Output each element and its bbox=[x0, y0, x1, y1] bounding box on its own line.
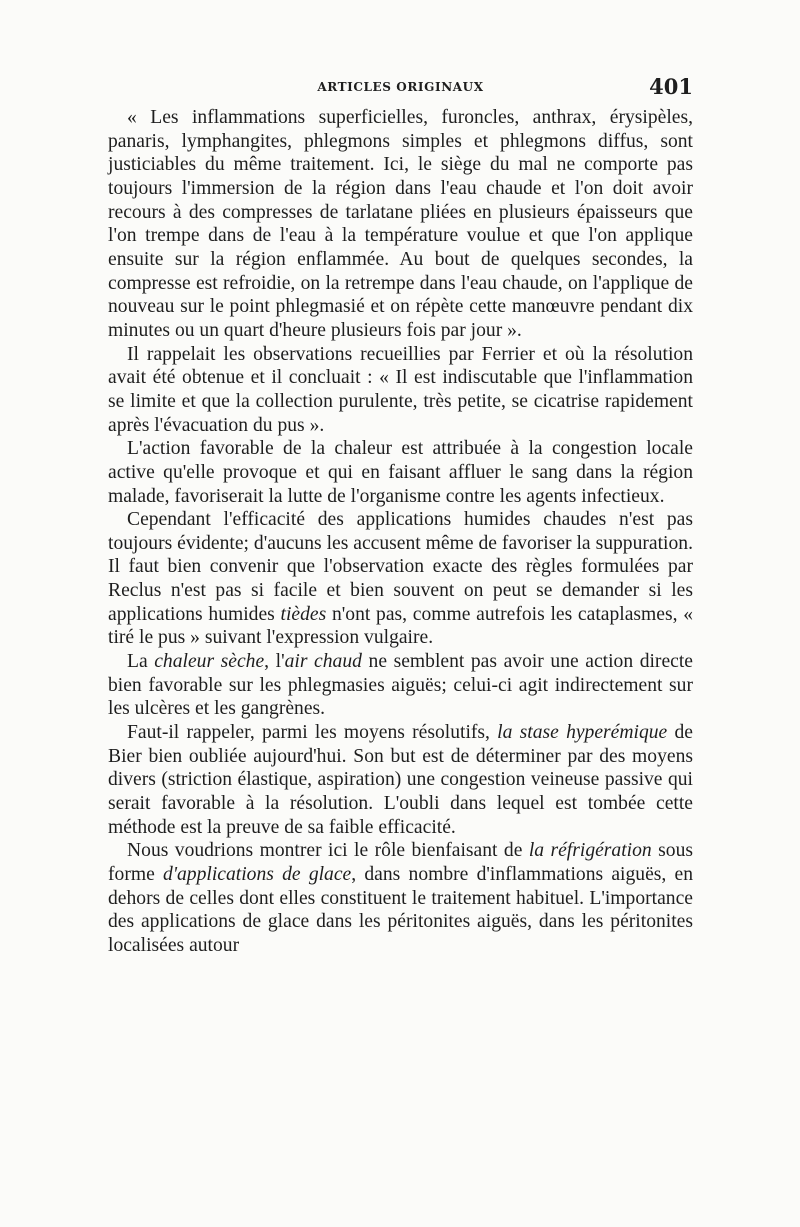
text-segment: ne semblent pas avoir une action directe bien favorable sur les phlegmasies aiguës; celui-ci agit indirectement sur les ulcères et les gangrènes. bbox=[108, 651, 693, 720]
paragraph bbox=[108, 106, 693, 343]
text-segment: La bbox=[127, 651, 155, 673]
text-segment: Il rappelait les observations recueillies par Ferrier et où la résolution avait été obtenue et il concluait : « Il est indiscutable que l'inflammation se limite et que la collection purulente, très petite, se cicatrise rapidement après l'évacuation du pus ». bbox=[108, 343, 693, 436]
body-text bbox=[108, 106, 693, 958]
italic-text: air chaud bbox=[284, 651, 362, 673]
text-segment: , l' bbox=[264, 651, 285, 673]
paragraph bbox=[108, 650, 693, 721]
text-segment: de Bier bien oubliée aujourd'hui. Son but est de déterminer par des moyens divers (striction élastique, aspiration) une congestion veineuse passive qui serait favorable à la résolution. L'oubli dans lequel est tombée cette méthode est la preuve de sa faible efficacité. bbox=[108, 722, 693, 838]
text-segment: Faut-il rappeler, parmi les moyens résolutifs, bbox=[127, 722, 498, 744]
text-segment: n'ont pas, comme autrefois les cataplasmes, « tiré le pus » suivant l'expression vulgaire. bbox=[108, 603, 694, 649]
text-segment: , dans nombre d'inflammations aiguës, en dehors de celles dont elles constituent le traitement habituel. L'importance des applications de glace dans les péritonites aiguës, dans les péritonites localisées autour bbox=[108, 864, 694, 956]
italic-text: chaleur sèche bbox=[154, 651, 265, 673]
running-title: ARTICLES ORIGINAUX bbox=[317, 80, 484, 94]
text-segment: sous forme bbox=[108, 840, 693, 885]
paragraph bbox=[108, 721, 693, 839]
paragraph bbox=[108, 508, 693, 650]
text-segment: « Les inflammations superficielles, furoncles, anthrax, érysipèles, panaris, lymphangites, phlegmons simples et phlegmons diffus, sont justiciables du même traitement. Ici, le siège du mal ne comporte pas toujours l'immersion de la région dans l'eau chaude et l'on doit avoir recours à des compresses de tarlatane pliées en plusieurs épaisseurs que l'on trempe dans de l'eau à la température voulue et que l'on applique ensuite sur la région enflammée. Au bout de quelques secondes, la compresse est refroidie, on la retrempe dans l'eau chaude, on l'applique de nouveau sur le point phlegmasié et on répète cette manœuvre pendant dix minutes ou un quart d'heure plusieurs fois par jour ». bbox=[108, 107, 693, 341]
paragraph bbox=[108, 437, 693, 508]
document-page bbox=[108, 70, 693, 1170]
italic-text: tièdes bbox=[280, 603, 327, 625]
text-segment: L'action favorable de la chaleur est attribuée à la congestion locale active qu'elle provoque et qui en faisant affluer le sang dans la région malade, favoriserait la lutte de l'organisme contre les agents infectieux. bbox=[108, 438, 693, 507]
italic-text: d'applications de glace bbox=[163, 864, 352, 885]
running-head bbox=[108, 70, 693, 106]
paragraph bbox=[108, 343, 693, 438]
paragraph bbox=[108, 839, 693, 957]
italic-text: la réfrigération bbox=[528, 840, 652, 862]
italic-text: la stase hyperémique bbox=[497, 722, 668, 744]
text-segment: Cependant l'efficacité des applications humides chaudes n'est pas toujours évidente; d'aucuns les accusent même de favoriser la suppuration. Il faut bien convenir que l'observation exacte des règles formulées par Reclus n'est pas si facile et bien souvent on peut se demander si les applications humides bbox=[108, 509, 693, 625]
page-number: 401 bbox=[649, 74, 693, 99]
text-segment: Nous voudrions montrer ici le rôle bienfaisant de bbox=[127, 840, 529, 862]
